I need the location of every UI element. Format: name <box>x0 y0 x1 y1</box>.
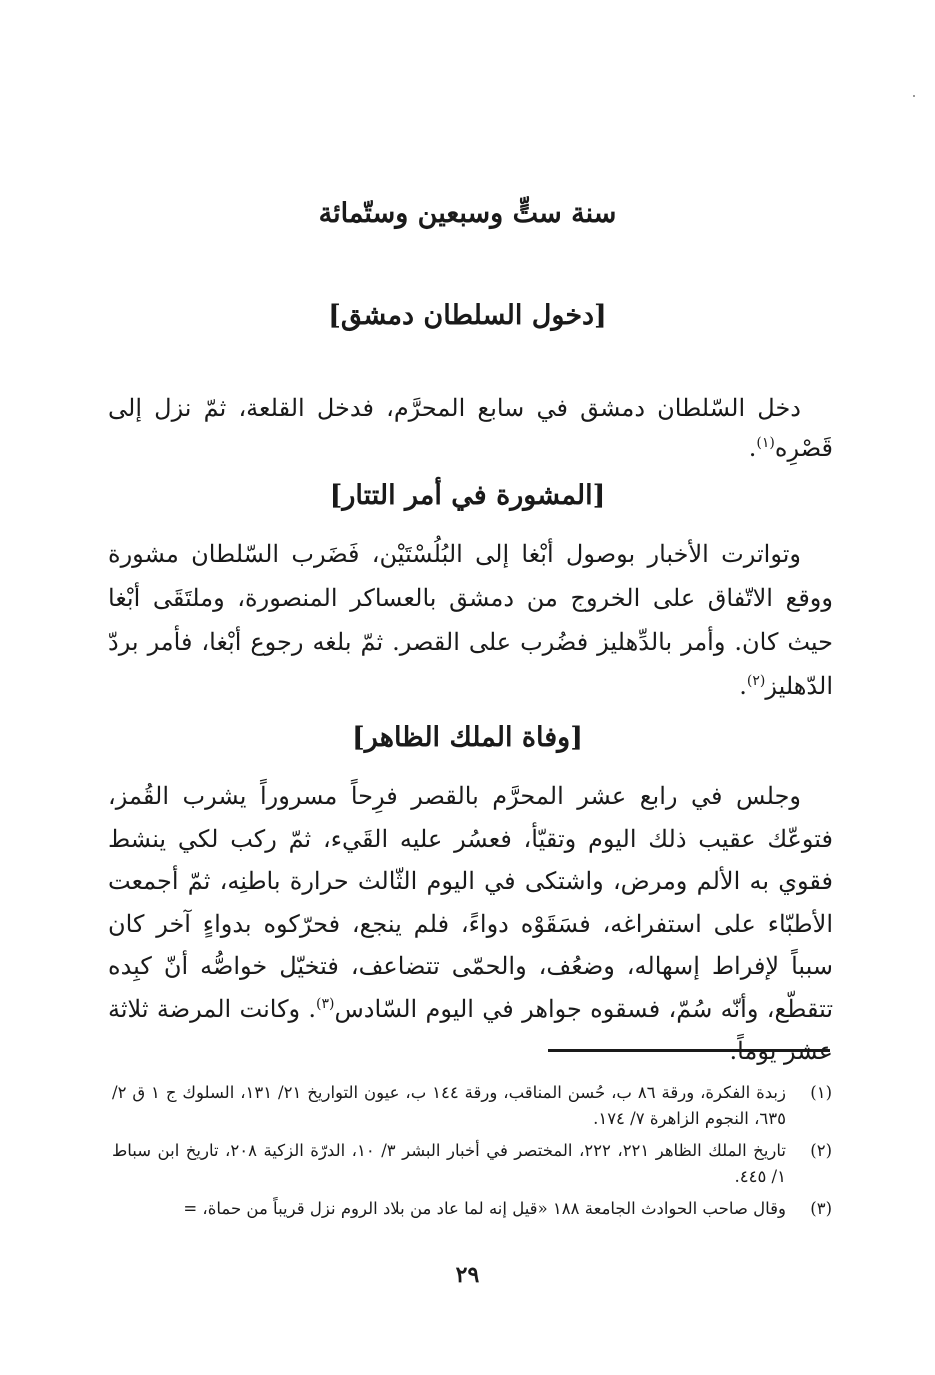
paragraph-end: . <box>748 434 757 462</box>
paragraph-end: . <box>739 672 747 700</box>
footnote-ref: (١) <box>756 435 775 451</box>
footnote-1 <box>112 1080 832 1132</box>
paragraph-sultan-enters-damascus <box>108 388 833 468</box>
footnote-3 <box>112 1196 832 1222</box>
section-heading-tatar-consultation: [المشورة في أمر التتار] <box>329 480 606 511</box>
paragraph-text: وجلس في رابع عشر المحرَّم بالقصر فرِحاً مسروراً يشرب القُمز، فتوعّك عقيب ذلك اليوم وتقيّأ، فعسُر عليه القَيء، ثمّ ركب لكي ينشط فقوي به الألم ومرض، واشتكى في اليوم الثّالث حرارة باطنِه، ثمّ أجمعت الأطبّاء على استفراغه، فسَقَوْه دواءً، فلم ينجع، فحرّكوه بدواءٍ آخر كان سبباً لإفراط إسهاله، وضعُف، والحمّى تتضاعف، فتخيّل خواصُّه أنّ كبِده تتقطّع، وأنّه سُمّ، فسقوه جواهر في اليوم السّادس <box>108 782 834 1023</box>
footnote-2 <box>112 1138 832 1190</box>
footnote-number: (٣) <box>810 1199 832 1218</box>
footnotes <box>112 1080 832 1228</box>
footnote-ref: (٣) <box>316 995 335 1012</box>
footnote-number: (٢) <box>810 1141 832 1160</box>
footnote-number: (١) <box>810 1083 832 1102</box>
year-heading: سنة ستٍّ وسبعين وستّمائة <box>318 198 617 229</box>
paragraph-text: وتواترت الأخبار بوصول أبْغا إلى البُلُسْتَيْن، فَضَرب السّلطان مشورة ووقع الاتّفاق على الخروج من دمشق بالعساكر المنصورة، وملتَقَى أبْغا حيث كان. وأمر بالدِّهليز فضُرب على القصر. ثمّ بلغه رجوع أبْغا، فأمر بردّ الدّهليز <box>108 540 833 700</box>
footnote-text: وقال صاحب الحوادث الجامعة ١٨٨ «قيل إنه لما عاد من بلاد الروم نزل قريباً من حماة، = <box>183 1199 786 1218</box>
paragraph-death-of-al-zahir <box>108 775 833 1073</box>
paragraph-end: . وكانت المرضة ثلاثة عشر يوماً. <box>108 994 833 1065</box>
section-heading-death-of-al-zahir: [وفاة الملك الظاهر] <box>352 722 583 753</box>
footnote-text: تاريخ الملك الظاهر ٢٢١، ٢٢٢، المختصر في أخبار البشر ٣/ ١٠، الدرّة الزكية ٢٠٨، تاريخ ابن سباط ١/ ٤٤٥. <box>112 1141 787 1186</box>
scan-speck <box>913 95 915 97</box>
paragraph-tatar-consultation <box>108 532 833 708</box>
footnote-text: زبدة الفكرة، ورقة ٨٦ ب، حُسن المناقب، ورقة ١٤٤ ب، عيون التواريخ ٢١/ ١٣١، السلوك ج ١ ق ٢/ ٦٣٥، النجوم الزاهرة ٧/ ١٧٤. <box>112 1083 786 1128</box>
section-heading-sultan-enters-damascus: [دخول السلطان دمشق] <box>328 300 607 331</box>
page-number: ٢٩ <box>455 1262 480 1288</box>
footnote-separator <box>548 1049 830 1052</box>
paragraph-text: دخل السّلطان دمشق في سابع المحرَّم، فدخل القلعة، ثمّ نزل إلى قَصْرِه <box>108 394 833 462</box>
footnote-ref: (٢) <box>746 673 766 689</box>
